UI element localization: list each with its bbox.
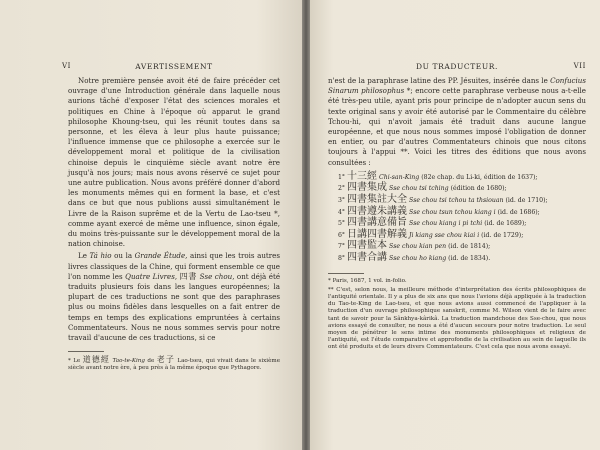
edition-note: (édition de 1680); — [448, 185, 507, 193]
edition-number: 2° — [338, 185, 346, 193]
edition-cjk-title: 四書集註大全 — [347, 194, 407, 206]
text-run: *; encore cette paraphrase verbeuse nous a-t-elle été très-peu utile, ayant pris pour principe de n'adopter aucun sens du texte original sans y avoir été autorisé par le Commentaire du célèbre Tchou-hi, qui n'avoit jamais été traduit dans aucune langue européenne, et que nous nous sommes imposé l'obligation de donner en entier, ou par d'autres Commentateurs chinois que nous citons toujours à l'appui **. Voici les titres des éditions que nous avons consultées : — [328, 86, 587, 167]
footnote-rule — [328, 273, 364, 274]
cjk-text: 道德經 — [82, 355, 111, 365]
edition-cjk-title: 四書遵朱講義 — [347, 205, 407, 217]
edition-cjk-title: 十三經 — [347, 170, 377, 182]
footnote-2: ** C'est, selon nous, la meilleure méthode d'interprétation des écrits philosophiques de l'antiquité orientale. Il y a plus de six ans que nous l'avions déjà appliquée à la traduction du Tao-te-King de Lao-tseu, et que nous avions aussi commencé de l'appliquer à la traduction d'un ouvrage philosophique sanskrit, comme M. Wilson vient de le faire avec tant de savoir pour la Sânkhya-kârikâ. La traduction mandchoue des Sse-chou, que nous avions essayé de consulter, ne nous a été d'aucun secours pour notre traduction. Le seul moyen de pénétrer le sens intime des monuments philosophiques et religieux de l'antiquité, est l'étude comparative et approfondie de la civilisation au sein de laquelle ils ont été produits et de leurs divers Commentateurs. C'est cela que nous avons essayé. — [328, 286, 586, 351]
text-run: Sse chou — [199, 271, 233, 281]
text-run: Quatre Livres — [125, 271, 175, 281]
text-run: Tao-te-King — [112, 358, 145, 365]
cjk-text: 四書 — [179, 271, 198, 281]
edition-romanized-title: Sse chou tsi tchou ta thsiouan — [408, 197, 504, 205]
edition-cjk-title: 四書合講 — [347, 251, 387, 263]
right-running-title: DU TRADUCTEUR. — [415, 62, 499, 71]
edition-number: 4° — [338, 208, 346, 216]
right-body — [328, 76, 586, 168]
text-run: Lao-tseu — [174, 358, 202, 365]
text-run: Confucius Sinarum philosophus — [328, 76, 586, 96]
text-run: n'est de la paraphrase latine des PP. Jésuites, insérée dans le — [328, 76, 551, 85]
edition-item — [338, 253, 586, 265]
edition-number: 5° — [338, 220, 346, 228]
left-running-title: AVERTISSEMENT — [135, 62, 213, 71]
text-run: Grande Étude — [134, 251, 186, 261]
text-run: Le — [78, 251, 90, 261]
text-run: , — [174, 271, 180, 281]
edition-number: 1° — [338, 173, 346, 181]
edition-note: (82e chap. du Li-ki, édition de 1637); — [419, 173, 538, 181]
edition-note: (id. de 1686); — [495, 208, 540, 216]
footnote-rule — [68, 351, 104, 352]
right-running-head — [328, 62, 586, 76]
edition-cjk-title: 日講四書解義 — [347, 228, 407, 240]
edition-romanized-title: Ji kiang sse chou kiai i — [408, 231, 480, 239]
left-running-head — [62, 62, 280, 76]
edition-cjk-title: 四書集成 — [347, 182, 387, 194]
edition-romanized-title: Sse chou kiang i pi tchi — [408, 220, 483, 228]
paragraph-2 — [68, 251, 280, 343]
edition-number: 8° — [338, 254, 346, 262]
book-gutter — [302, 0, 310, 450]
text-run: ou la — [111, 251, 135, 261]
footnote-1: * Paris, 1687, 1 vol. in-folio. — [328, 277, 407, 284]
left-footnote — [68, 356, 280, 372]
edition-cjk-title: 四書監本 — [347, 240, 387, 252]
edition-romanized-title: Sse chou ho kiang — [388, 254, 447, 262]
edition-romanized-title: Sse chou tsun tchou kiang i — [408, 208, 496, 216]
text-run: , qui vivait dans le sixième siècle avant notre ère, à peu près à la même époque que Pythagore. — [68, 358, 281, 372]
footnote-marker: * Le — [68, 358, 83, 365]
left-page-number: VI — [62, 62, 72, 70]
paragraph-1: Notre première pensée avoit été de faire précéder cet ouvrage d'une Introduction générale dans laquelle nous aurions tâché d'exposer l'état des sciences morales et politiques en Chine à l'époque où apparut le grand philosophe Khoung-tseu, qui les réunit toutes dans sa personne, et les éleva à leur plus haute puissance; l'influence immense que ce philosophe a exercée sur le développement moral et politique de la civilisation chinoise depuis le cinquième siècle avant notre ère jusqu'à nos jours; mais nous avons réservé ce sujet pour une autre publication. Nous avons préféré donner d'abord les monuments mêmes qui en forment la base, et c'est dans ce but que nous publions aussi simultanément le Livre de la Raison suprême et de la Vertu de Lao-tseu *, comme ayant exercé de même une influence, sinon égale, du moins très-puissante sur le développement moral de la nation chinoise. — [68, 76, 280, 249]
text-run: , ainsi que les trois autres livres classiques de la Chine, qui forment ensemble ce que l'on nomme les — [68, 251, 280, 281]
left-body — [68, 76, 280, 343]
edition-romanized-title: Sse chou tsi tching — [388, 185, 449, 193]
editions-list — [328, 172, 586, 265]
text-run: Tá hio — [89, 251, 112, 261]
right-page-number: VII — [573, 62, 586, 70]
right-page — [310, 0, 600, 450]
edition-number: 3° — [338, 197, 346, 205]
edition-number: 6° — [338, 231, 346, 239]
cjk-text: 老子 — [156, 355, 175, 365]
text-run: , ont déjà été traduits plusieurs fois dans les langues européennes; la plupart de ces traductions ne sont que des paraphrases plus ou moins fidèles dans lesquelles on a fait entrer de temps en temps des explications empruntées à certains Commentateurs. Nous ne nous sommes servis pour notre travail d'aucune de ces traductions, si ce — [68, 271, 281, 343]
edition-cjk-title: 四書講意備旨 — [347, 217, 407, 229]
text-run: de — [144, 358, 157, 365]
edition-note: (id. de 1834). — [446, 254, 491, 262]
right-footnotes — [328, 278, 586, 352]
edition-note: (id. de 1729); — [479, 231, 524, 239]
edition-note: (id. de 1814); — [446, 243, 491, 251]
edition-romanized-title: Chi-san-King — [378, 173, 420, 181]
paragraph-3 — [328, 76, 586, 168]
edition-note: (id. de 1689); — [482, 220, 527, 228]
edition-number: 7° — [338, 243, 346, 251]
edition-romanized-title: Sse chou kian pen — [388, 243, 447, 251]
edition-note: (id. de 1710); — [503, 197, 548, 205]
